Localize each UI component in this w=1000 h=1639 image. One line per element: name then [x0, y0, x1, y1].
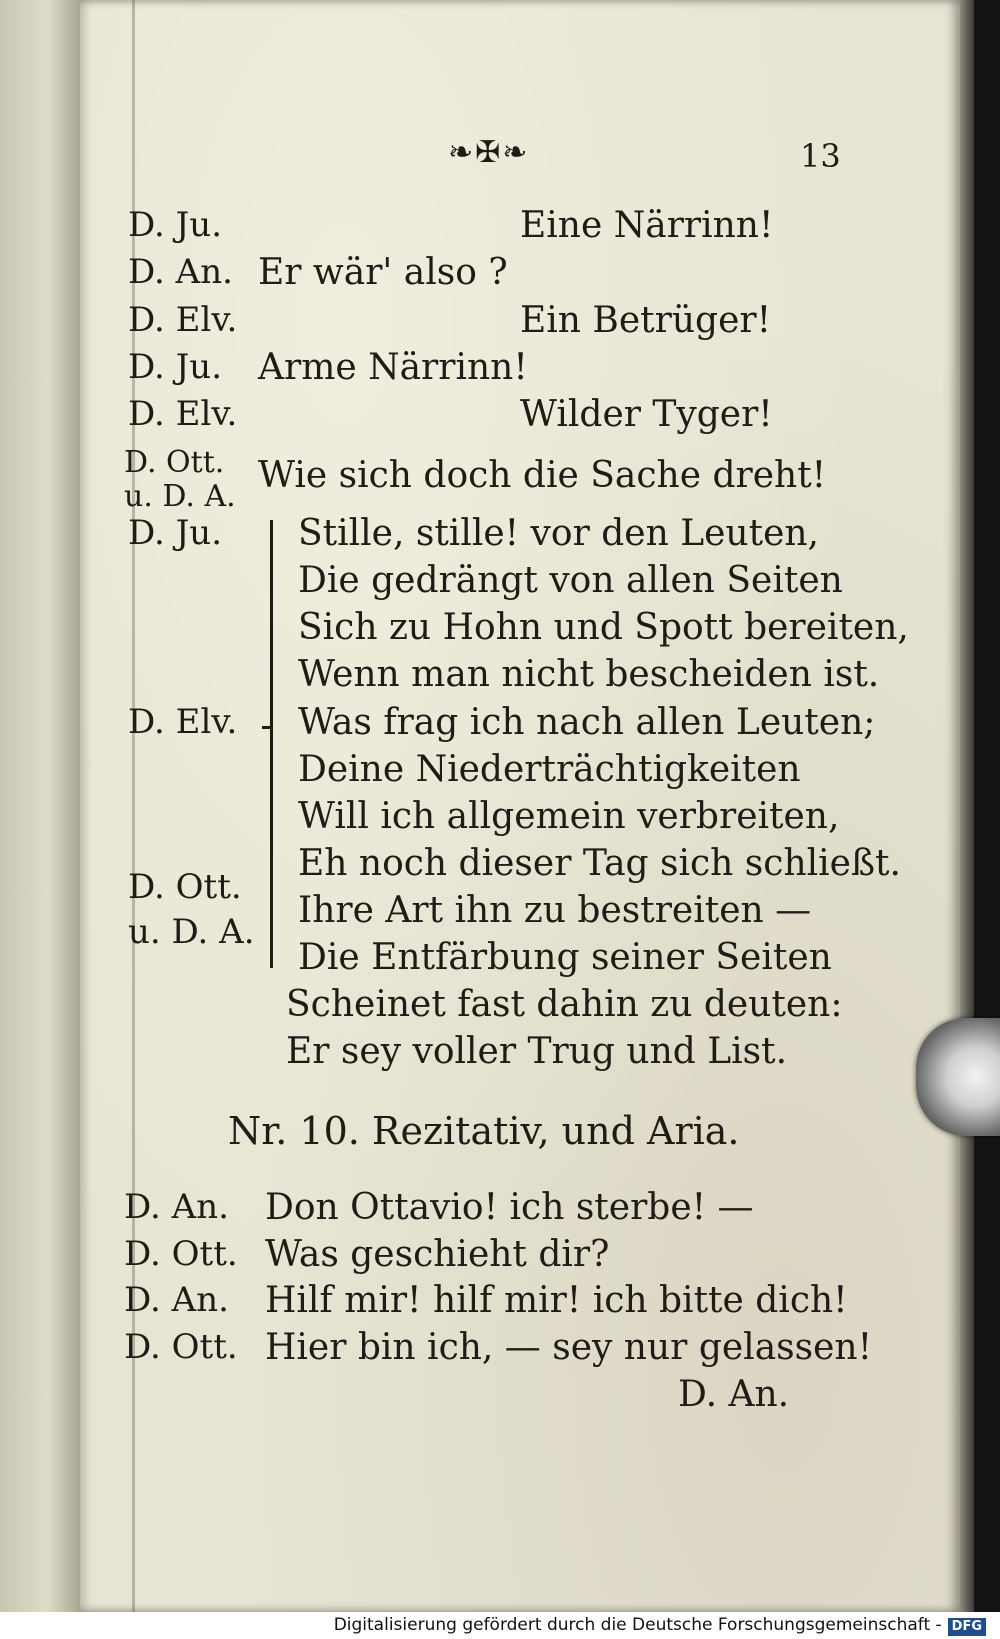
previous-page-edge: [0, 0, 80, 1615]
ensemble-line: Eh noch dieser Tag sich schließt.: [298, 843, 901, 884]
ensemble-line: Die Entfärbung seiner Seiten: [298, 937, 832, 978]
line-wilder-tyger: Wilder Tyger!: [520, 394, 773, 435]
speaker-ott-group: [124, 446, 236, 514]
recit-speaker: D. An.: [124, 1280, 229, 1320]
recit-speaker: D. Ott.: [124, 1234, 238, 1274]
line-arme-narrinn: Arme Närrinn!: [258, 347, 528, 388]
ensemble-line: Will ich allgemein verbreiten,: [298, 796, 840, 837]
speaker-ju-1: D. Ju.: [128, 205, 222, 245]
ensemble-line: Ihre Art ihn zu bestreiten —: [298, 890, 812, 931]
ensemble-line: Die gedrängt von allen Seiten: [298, 560, 843, 601]
recit-line: Hier bin ich, — sey nur gelassen!: [265, 1327, 873, 1368]
ensemble-speaker-elv: D. Elv.: [128, 702, 238, 742]
ensemble-line: Sich zu Hohn und Spott bereiten,: [298, 607, 909, 648]
recit-line: Was geschieht dir?: [265, 1234, 610, 1275]
header-ornament: ❧✠❧: [448, 135, 530, 170]
ensemble-brace-tick: [262, 726, 272, 729]
ensemble-speaker-u-da: u. D. A.: [128, 912, 255, 952]
ensemble-line: Was frag ich nach allen Leuten;: [298, 702, 876, 743]
speaker-an-1: D. An.: [128, 252, 233, 292]
ensemble-line: Stille, stille! vor den Leuten,: [298, 513, 819, 554]
recit-speaker: D. An.: [124, 1187, 229, 1227]
line-er-war-also: Er wär' also ?: [258, 252, 508, 293]
ensemble-line: Er sey voller Trug und List.: [286, 1031, 788, 1072]
ensemble-line: Deine Niederträchtigkeiten: [298, 749, 801, 790]
line-eine-narrinn: Eine Närrinn!: [520, 205, 774, 246]
recit-line: Don Ottavio! ich sterbe! —: [265, 1187, 754, 1228]
speaker-elv-2: D. Elv.: [128, 394, 238, 434]
page-edge-shadow: [960, 0, 974, 1612]
ensemble-speaker-ju: D. Ju.: [128, 513, 222, 553]
section-heading: Nr. 10. Rezitativ, und Aria.: [228, 1109, 740, 1153]
line-ein-betruger: Ein Betrüger!: [520, 300, 772, 341]
ensemble-line: Scheinet fast dahin zu deuten:: [286, 984, 843, 1025]
speaker-u-da: u. D. A.: [124, 479, 236, 514]
page-number: 13: [800, 137, 841, 175]
footer-text: Digitalisierung gefördert durch die Deutsche Forschungsgemeinschaft -: [333, 1615, 942, 1635]
recit-line: Hilf mir! hilf mir! ich bitte dich!: [265, 1280, 848, 1321]
dfg-logo: DFG: [948, 1618, 986, 1636]
page-clip: [916, 1018, 1000, 1136]
speaker-ott: D. Ott.: [124, 445, 225, 480]
footer-bar: [0, 1612, 1000, 1639]
line-wie-sich-doch: Wie sich doch die Sache dreht!: [258, 455, 827, 496]
ensemble-brace: [270, 520, 283, 968]
ensemble-speaker-ott: D. Ott.: [128, 867, 242, 907]
speaker-ju-2: D. Ju.: [128, 347, 222, 387]
recit-speaker: D. Ott.: [124, 1327, 238, 1367]
ensemble-line: Wenn man nicht bescheiden ist.: [298, 654, 880, 695]
speaker-elv-1: D. Elv.: [128, 300, 238, 340]
catchword: D. An.: [678, 1374, 790, 1415]
